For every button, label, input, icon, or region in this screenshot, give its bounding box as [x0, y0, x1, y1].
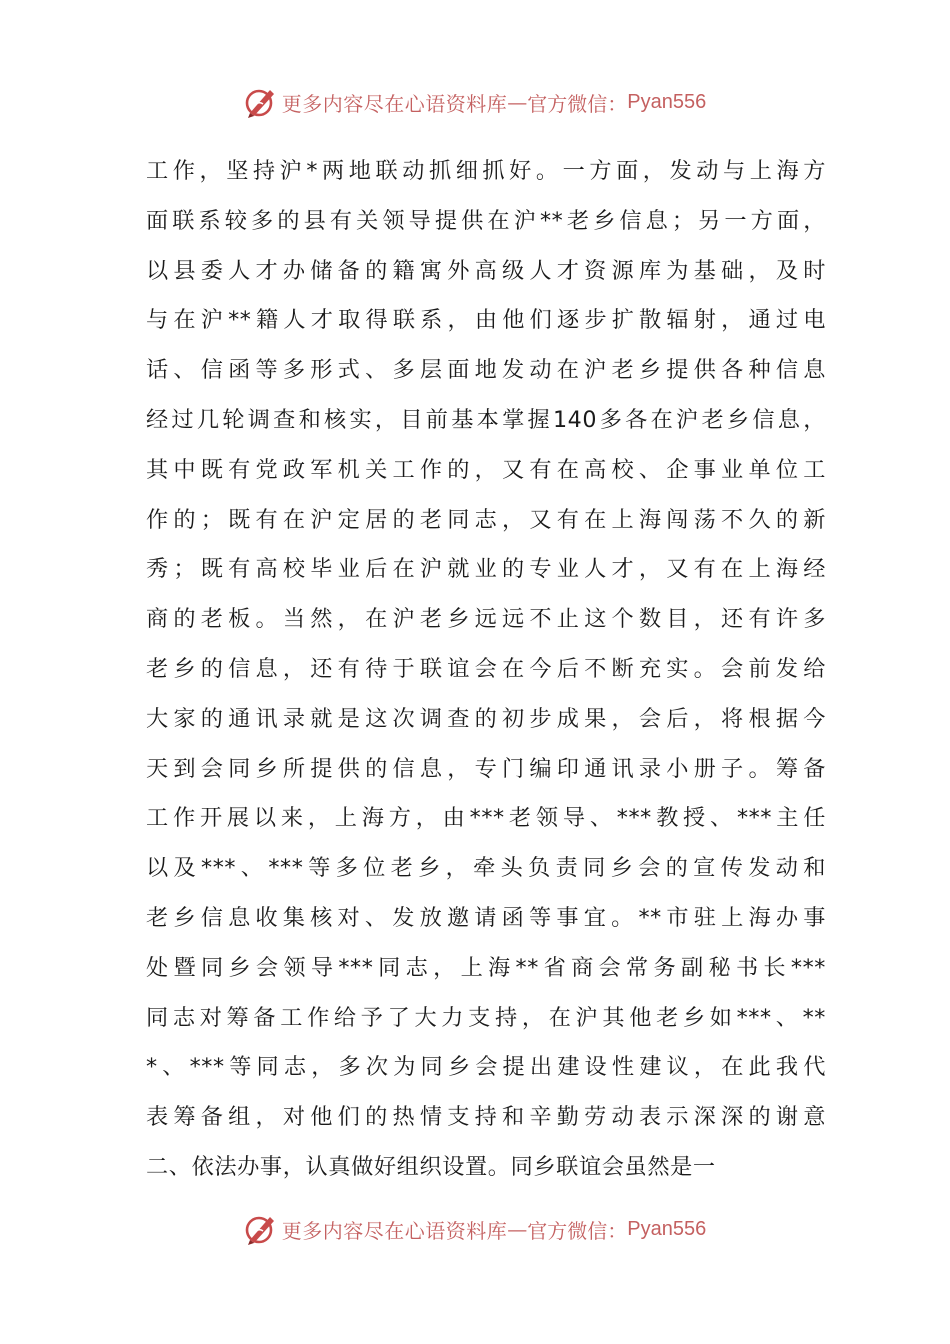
body-line: 老乡的信息，还有待于联谊会在今后不断充实。会前发给: [146, 655, 826, 682]
footer-separator: —: [507, 1217, 528, 1241]
body-line: 工作开展以来，上海方，由***老领导、***教授、***主任: [146, 805, 826, 832]
body-line: 处暨同乡会领导***同志，上海**省商会常务副秘书长***: [146, 954, 826, 981]
body-line: *、***等同志，多次为同乡会提出建设性建议，在此我代: [146, 1054, 826, 1081]
body-line: 作的；既有在沪定居的老同志，又有在上海闯荡不久的新: [146, 506, 826, 533]
pen-circle-logo-icon: [244, 1212, 278, 1246]
body-line: 老乡信息收集核对、发放邀请函等事宜。**市驻上海办事: [146, 904, 826, 931]
header-wechat-label: 官方微信：: [527, 91, 628, 116]
body-line: 商的老板。当然，在沪老乡远远不止这个数目，还有许多: [146, 606, 826, 633]
header-banner: [0, 82, 950, 122]
body-line: 以及***、***等多位老乡，牵头负责同乡会的宣传发动和: [146, 855, 826, 882]
body-line: 与在沪**籍人才取得联系，由他们逐步扩散辐射，通过电: [146, 307, 826, 334]
header-wechat-id: Pyan556: [627, 90, 707, 113]
body-line: 工作，坚持沪*两地联动抓细抓好。一方面，发动与上海方: [146, 158, 826, 184]
footer-banner: [0, 1209, 950, 1249]
body-line: 其中既有党政军机关工作的，又有在高校、企事业单位工: [146, 456, 826, 483]
body-line: 表筹备组，对他们的热情支持和辛勤劳动表示深深的谢意: [146, 1104, 826, 1131]
body-line: 经过几轮调查和核实，目前基本掌握140多各在沪老乡信息，: [146, 406, 826, 433]
footer-wechat-id: Pyan556: [627, 1217, 707, 1240]
body-line: 同志对筹备工作给予了大力支持，在沪其他老乡如***、**: [146, 1004, 826, 1031]
body-line: 二、依法办事，认真做好组织设置。同乡联谊会虽然是一: [146, 1153, 716, 1180]
body-line: 秀；既有高校毕业后在沪就业的专业人才，又有在上海经: [146, 556, 826, 583]
body-line: 大家的通讯录就是这次调查的初步成果，会后，将根据今: [146, 705, 826, 732]
document-body: [146, 147, 826, 1193]
header-separator: —: [507, 90, 528, 114]
footer-brand-text: 更多内容尽在心语资料库: [281, 1218, 508, 1243]
header-brand-text: 更多内容尽在心语资料库: [281, 91, 508, 116]
body-line: 面联系较多的县有关领导提供在沪**老乡信息；另一方面，: [146, 207, 826, 234]
footer-wechat-label: 官方微信：: [527, 1218, 628, 1243]
body-line: 天到会同乡所提供的信息，专门编印通讯录小册子。筹备: [146, 755, 826, 782]
body-line: 话、信函等多形式、多层面地发动在沪老乡提供各种信息: [146, 357, 826, 384]
body-line: 以县委人才办储备的籍寓外高级人才资源库为基础，及时: [146, 257, 826, 284]
pen-circle-logo-icon: [244, 85, 278, 119]
